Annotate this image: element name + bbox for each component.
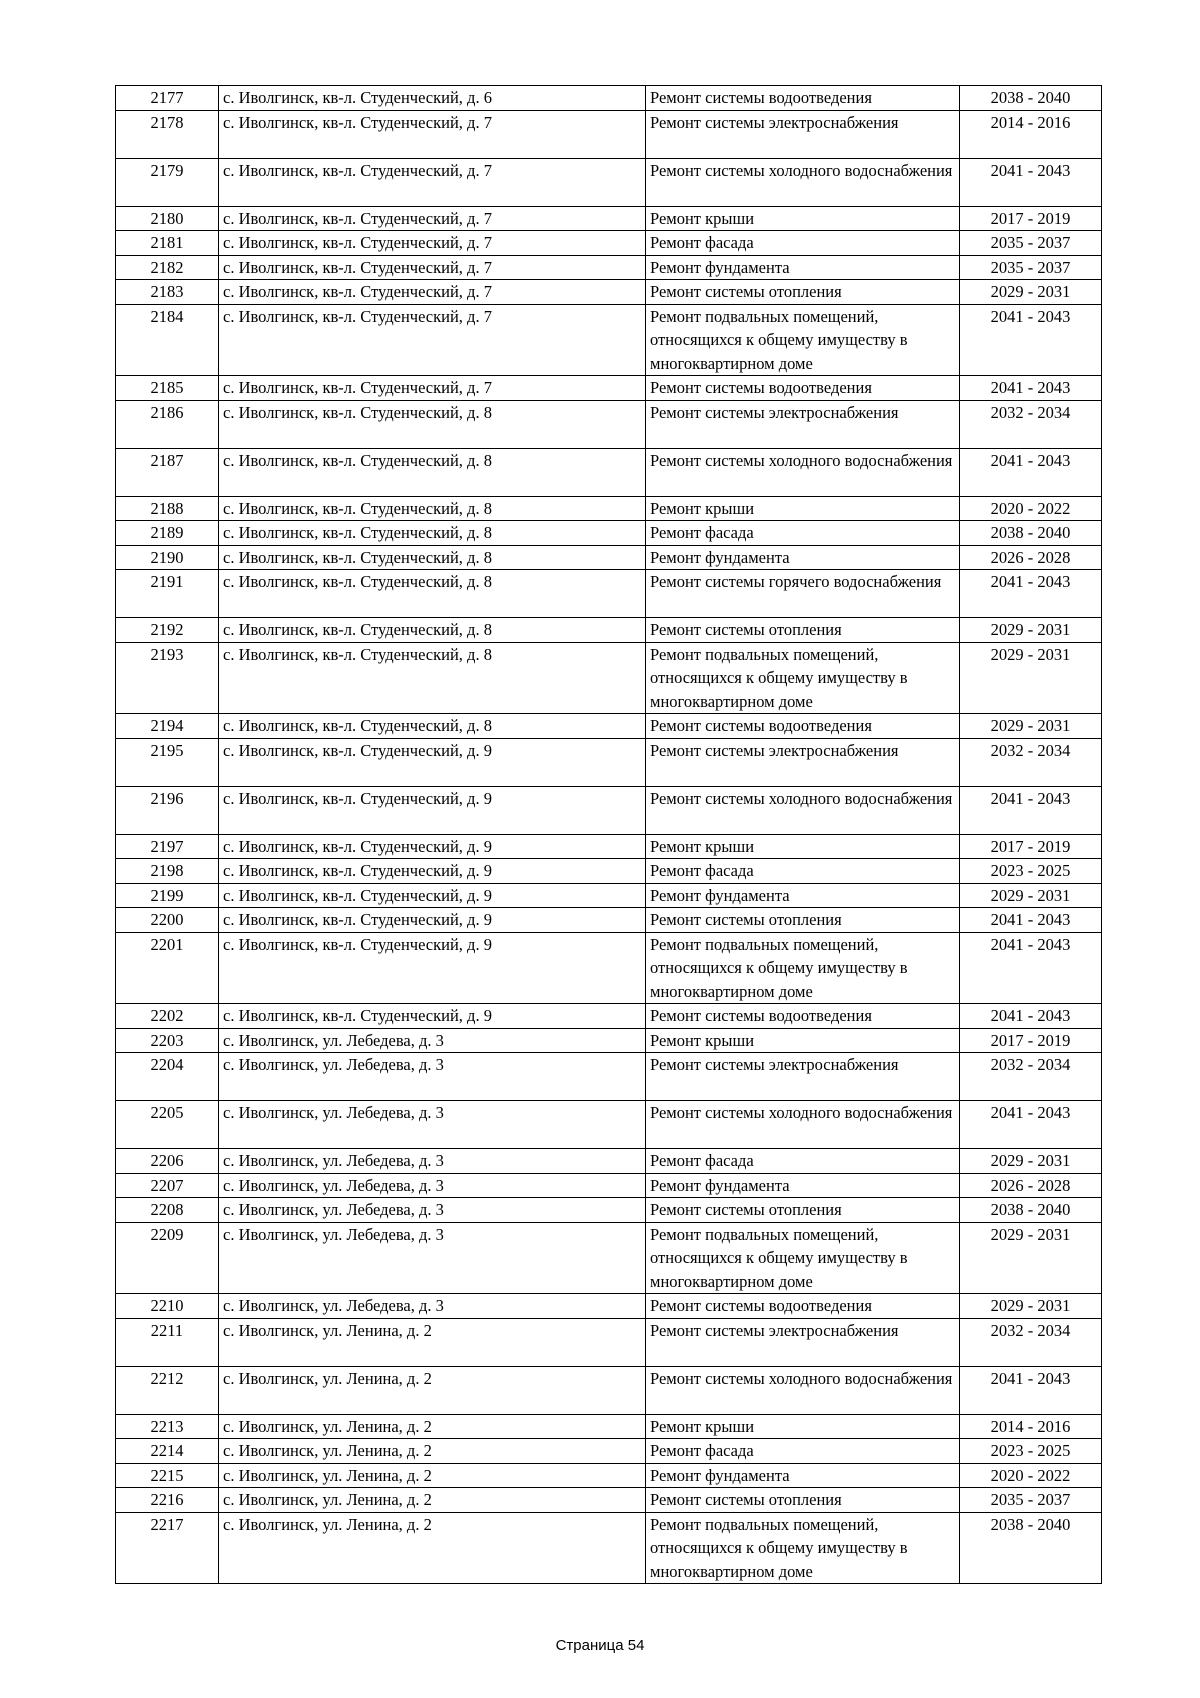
work-type-cell: Ремонт системы водоотведения bbox=[646, 714, 960, 739]
table-row bbox=[116, 834, 1102, 859]
work-type-cell: Ремонт системы отопления bbox=[646, 908, 960, 933]
table-row bbox=[116, 376, 1102, 401]
work-type-cell: Ремонт фундамента bbox=[646, 883, 960, 908]
table-row bbox=[116, 1366, 1102, 1414]
address-cell: с. Иволгинск, ул. Ленина, д. 2 bbox=[219, 1512, 646, 1584]
address-cell: с. Иволгинск, кв-л. Студенческий, д. 9 bbox=[219, 859, 646, 884]
address-cell: с. Иволгинск, кв-л. Студенческий, д. 7 bbox=[219, 280, 646, 305]
period-cell: 2029 - 2031 bbox=[960, 1149, 1102, 1174]
period-cell: 2017 - 2019 bbox=[960, 834, 1102, 859]
work-type-cell: Ремонт фундамента bbox=[646, 1173, 960, 1198]
address-cell: с. Иволгинск, кв-л. Студенческий, д. 9 bbox=[219, 834, 646, 859]
work-type-cell: Ремонт фасада bbox=[646, 1149, 960, 1174]
work-type-cell: Ремонт фасада bbox=[646, 231, 960, 256]
row-number-cell: 2199 bbox=[116, 883, 219, 908]
work-type-cell: Ремонт системы водоотведения bbox=[646, 1004, 960, 1029]
row-number-cell: 2187 bbox=[116, 448, 219, 496]
row-number-cell: 2202 bbox=[116, 1004, 219, 1029]
row-number-cell: 2185 bbox=[116, 376, 219, 401]
period-cell: 2032 - 2034 bbox=[960, 1053, 1102, 1101]
work-type-cell: Ремонт системы холодного водоснабжения bbox=[646, 158, 960, 206]
work-type-cell: Ремонт подвальных помещений, относящихся к общему имуществу в многоквартирном доме bbox=[646, 642, 960, 714]
work-type-cell: Ремонт системы электроснабжения bbox=[646, 1053, 960, 1101]
row-number-cell: 2214 bbox=[116, 1439, 219, 1464]
address-cell: с. Иволгинск, ул. Ленина, д. 2 bbox=[219, 1488, 646, 1513]
work-type-cell: Ремонт фасада bbox=[646, 859, 960, 884]
period-cell: 2041 - 2043 bbox=[960, 1101, 1102, 1149]
address-cell: с. Иволгинск, кв-л. Студенческий, д. 8 bbox=[219, 448, 646, 496]
row-number-cell: 2188 bbox=[116, 496, 219, 521]
period-cell: 2029 - 2031 bbox=[960, 714, 1102, 739]
address-cell: с. Иволгинск, кв-л. Студенческий, д. 8 bbox=[219, 496, 646, 521]
work-type-cell: Ремонт системы отопления bbox=[646, 1198, 960, 1223]
address-cell: с. Иволгинск, кв-л. Студенческий, д. 7 bbox=[219, 304, 646, 376]
page-number: Страница 54 bbox=[555, 1637, 645, 1654]
row-number-cell: 2180 bbox=[116, 206, 219, 231]
work-type-cell: Ремонт подвальных помещений, относящихся к общему имуществу в многоквартирном доме bbox=[646, 932, 960, 1004]
period-cell: 2032 - 2034 bbox=[960, 738, 1102, 786]
row-number-cell: 2197 bbox=[116, 834, 219, 859]
row-number-cell: 2178 bbox=[116, 110, 219, 158]
work-type-cell: Ремонт фундамента bbox=[646, 255, 960, 280]
table-row bbox=[116, 1149, 1102, 1174]
row-number-cell: 2183 bbox=[116, 280, 219, 305]
period-cell: 2035 - 2037 bbox=[960, 1488, 1102, 1513]
table-row bbox=[116, 1004, 1102, 1029]
row-number-cell: 2207 bbox=[116, 1173, 219, 1198]
work-type-cell: Ремонт системы электроснабжения bbox=[646, 400, 960, 448]
period-cell: 2041 - 2043 bbox=[960, 448, 1102, 496]
table-row bbox=[116, 1222, 1102, 1294]
row-number-cell: 2204 bbox=[116, 1053, 219, 1101]
work-type-cell: Ремонт системы водоотведения bbox=[646, 1294, 960, 1319]
period-cell: 2026 - 2028 bbox=[960, 1173, 1102, 1198]
table-row bbox=[116, 1512, 1102, 1584]
row-number-cell: 2179 bbox=[116, 158, 219, 206]
address-cell: с. Иволгинск, кв-л. Студенческий, д. 9 bbox=[219, 786, 646, 834]
period-cell: 2029 - 2031 bbox=[960, 1294, 1102, 1319]
table-row bbox=[116, 859, 1102, 884]
period-cell: 2029 - 2031 bbox=[960, 1222, 1102, 1294]
table-row bbox=[116, 570, 1102, 618]
table-row bbox=[116, 304, 1102, 376]
period-cell: 2020 - 2022 bbox=[960, 496, 1102, 521]
period-cell: 2038 - 2040 bbox=[960, 1512, 1102, 1584]
address-cell: с. Иволгинск, ул. Лебедева, д. 3 bbox=[219, 1149, 646, 1174]
table-row bbox=[116, 1488, 1102, 1513]
table-row bbox=[116, 206, 1102, 231]
address-cell: с. Иволгинск, кв-л. Студенческий, д. 7 bbox=[219, 158, 646, 206]
address-cell: с. Иволгинск, кв-л. Студенческий, д. 7 bbox=[219, 231, 646, 256]
work-type-cell: Ремонт крыши bbox=[646, 1028, 960, 1053]
address-cell: с. Иволгинск, ул. Лебедева, д. 3 bbox=[219, 1294, 646, 1319]
table-row bbox=[116, 255, 1102, 280]
table-row bbox=[116, 496, 1102, 521]
table-row bbox=[116, 158, 1102, 206]
table-row bbox=[116, 545, 1102, 570]
table-row bbox=[116, 86, 1102, 111]
address-cell: с. Иволгинск, ул. Лебедева, д. 3 bbox=[219, 1028, 646, 1053]
row-number-cell: 2211 bbox=[116, 1318, 219, 1366]
work-type-cell: Ремонт системы горячего водоснабжения bbox=[646, 570, 960, 618]
table-row bbox=[116, 908, 1102, 933]
work-type-cell: Ремонт системы электроснабжения bbox=[646, 110, 960, 158]
work-type-cell: Ремонт системы отопления bbox=[646, 618, 960, 643]
work-type-cell: Ремонт фундамента bbox=[646, 545, 960, 570]
table-row bbox=[116, 786, 1102, 834]
table-row bbox=[116, 1173, 1102, 1198]
table-row bbox=[116, 642, 1102, 714]
period-cell: 2032 - 2034 bbox=[960, 1318, 1102, 1366]
row-number-cell: 2215 bbox=[116, 1463, 219, 1488]
table-row bbox=[116, 1053, 1102, 1101]
row-number-cell: 2200 bbox=[116, 908, 219, 933]
row-number-cell: 2184 bbox=[116, 304, 219, 376]
address-cell: с. Иволгинск, кв-л. Студенческий, д. 7 bbox=[219, 376, 646, 401]
work-type-cell: Ремонт крыши bbox=[646, 496, 960, 521]
period-cell: 2038 - 2040 bbox=[960, 1198, 1102, 1223]
table-row bbox=[116, 618, 1102, 643]
work-type-cell: Ремонт системы холодного водоснабжения bbox=[646, 786, 960, 834]
address-cell: с. Иволгинск, ул. Лебедева, д. 3 bbox=[219, 1198, 646, 1223]
table-row bbox=[116, 1294, 1102, 1319]
period-cell: 2029 - 2031 bbox=[960, 280, 1102, 305]
work-type-cell: Ремонт системы водоотведения bbox=[646, 86, 960, 111]
table-row bbox=[116, 1439, 1102, 1464]
address-cell: с. Иволгинск, кв-л. Студенческий, д. 8 bbox=[219, 570, 646, 618]
address-cell: с. Иволгинск, кв-л. Студенческий, д. 8 bbox=[219, 521, 646, 546]
repair-schedule-table bbox=[115, 85, 1102, 1584]
period-cell: 2029 - 2031 bbox=[960, 618, 1102, 643]
table-body bbox=[116, 86, 1102, 1584]
table-row bbox=[116, 521, 1102, 546]
row-number-cell: 2205 bbox=[116, 1101, 219, 1149]
work-type-cell: Ремонт подвальных помещений, относящихся к общему имуществу в многоквартирном доме bbox=[646, 1222, 960, 1294]
address-cell: с. Иволгинск, ул. Лебедева, д. 3 bbox=[219, 1101, 646, 1149]
period-cell: 2017 - 2019 bbox=[960, 206, 1102, 231]
period-cell: 2038 - 2040 bbox=[960, 521, 1102, 546]
work-type-cell: Ремонт крыши bbox=[646, 1414, 960, 1439]
row-number-cell: 2210 bbox=[116, 1294, 219, 1319]
row-number-cell: 2198 bbox=[116, 859, 219, 884]
period-cell: 2041 - 2043 bbox=[960, 932, 1102, 1004]
work-type-cell: Ремонт системы электроснабжения bbox=[646, 738, 960, 786]
row-number-cell: 2203 bbox=[116, 1028, 219, 1053]
address-cell: с. Иволгинск, кв-л. Студенческий, д. 9 bbox=[219, 932, 646, 1004]
period-cell: 2029 - 2031 bbox=[960, 883, 1102, 908]
address-cell: с. Иволгинск, кв-л. Студенческий, д. 8 bbox=[219, 545, 646, 570]
row-number-cell: 2201 bbox=[116, 932, 219, 1004]
table-row bbox=[116, 1028, 1102, 1053]
address-cell: с. Иволгинск, кв-л. Студенческий, д. 8 bbox=[219, 618, 646, 643]
address-cell: с. Иволгинск, кв-л. Студенческий, д. 6 bbox=[219, 86, 646, 111]
row-number-cell: 2189 bbox=[116, 521, 219, 546]
address-cell: с. Иволгинск, ул. Лебедева, д. 3 bbox=[219, 1053, 646, 1101]
work-type-cell: Ремонт подвальных помещений, относящихся к общему имуществу в многоквартирном доме bbox=[646, 304, 960, 376]
row-number-cell: 2212 bbox=[116, 1366, 219, 1414]
table-row bbox=[116, 714, 1102, 739]
period-cell: 2041 - 2043 bbox=[960, 1366, 1102, 1414]
row-number-cell: 2190 bbox=[116, 545, 219, 570]
row-number-cell: 2194 bbox=[116, 714, 219, 739]
row-number-cell: 2208 bbox=[116, 1198, 219, 1223]
table-row bbox=[116, 448, 1102, 496]
table-row bbox=[116, 1414, 1102, 1439]
period-cell: 2035 - 2037 bbox=[960, 255, 1102, 280]
address-cell: с. Иволгинск, кв-л. Студенческий, д. 7 bbox=[219, 255, 646, 280]
row-number-cell: 2192 bbox=[116, 618, 219, 643]
address-cell: с. Иволгинск, кв-л. Студенческий, д. 8 bbox=[219, 714, 646, 739]
period-cell: 2020 - 2022 bbox=[960, 1463, 1102, 1488]
row-number-cell: 2206 bbox=[116, 1149, 219, 1174]
table-row bbox=[116, 1198, 1102, 1223]
work-type-cell: Ремонт системы электроснабжения bbox=[646, 1318, 960, 1366]
period-cell: 2041 - 2043 bbox=[960, 570, 1102, 618]
table-row bbox=[116, 1318, 1102, 1366]
period-cell: 2041 - 2043 bbox=[960, 158, 1102, 206]
address-cell: с. Иволгинск, ул. Ленина, д. 2 bbox=[219, 1318, 646, 1366]
address-cell: с. Иволгинск, кв-л. Студенческий, д. 7 bbox=[219, 110, 646, 158]
period-cell: 2041 - 2043 bbox=[960, 304, 1102, 376]
row-number-cell: 2177 bbox=[116, 86, 219, 111]
row-number-cell: 2217 bbox=[116, 1512, 219, 1584]
address-cell: с. Иволгинск, кв-л. Студенческий, д. 8 bbox=[219, 400, 646, 448]
period-cell: 2041 - 2043 bbox=[960, 1004, 1102, 1029]
work-type-cell: Ремонт системы холодного водоснабжения bbox=[646, 1366, 960, 1414]
table-row bbox=[116, 400, 1102, 448]
period-cell: 2014 - 2016 bbox=[960, 1414, 1102, 1439]
table-row bbox=[116, 280, 1102, 305]
work-type-cell: Ремонт системы холодного водоснабжения bbox=[646, 1101, 960, 1149]
row-number-cell: 2191 bbox=[116, 570, 219, 618]
work-type-cell: Ремонт крыши bbox=[646, 834, 960, 859]
table-row bbox=[116, 110, 1102, 158]
row-number-cell: 2186 bbox=[116, 400, 219, 448]
address-cell: с. Иволгинск, ул. Ленина, д. 2 bbox=[219, 1414, 646, 1439]
address-cell: с. Иволгинск, ул. Лебедева, д. 3 bbox=[219, 1222, 646, 1294]
work-type-cell: Ремонт системы отопления bbox=[646, 280, 960, 305]
period-cell: 2014 - 2016 bbox=[960, 110, 1102, 158]
table-row bbox=[116, 883, 1102, 908]
period-cell: 2035 - 2037 bbox=[960, 231, 1102, 256]
row-number-cell: 2209 bbox=[116, 1222, 219, 1294]
address-cell: с. Иволгинск, кв-л. Студенческий, д. 9 bbox=[219, 738, 646, 786]
address-cell: с. Иволгинск, ул. Лебедева, д. 3 bbox=[219, 1173, 646, 1198]
period-cell: 2041 - 2043 bbox=[960, 786, 1102, 834]
work-type-cell: Ремонт системы отопления bbox=[646, 1488, 960, 1513]
row-number-cell: 2195 bbox=[116, 738, 219, 786]
address-cell: с. Иволгинск, кв-л. Студенческий, д. 9 bbox=[219, 908, 646, 933]
period-cell: 2023 - 2025 bbox=[960, 859, 1102, 884]
address-cell: с. Иволгинск, ул. Ленина, д. 2 bbox=[219, 1439, 646, 1464]
period-cell: 2029 - 2031 bbox=[960, 642, 1102, 714]
address-cell: с. Иволгинск, кв-л. Студенческий, д. 9 bbox=[219, 883, 646, 908]
address-cell: с. Иволгинск, кв-л. Студенческий, д. 7 bbox=[219, 206, 646, 231]
period-cell: 2041 - 2043 bbox=[960, 376, 1102, 401]
period-cell: 2038 - 2040 bbox=[960, 86, 1102, 111]
work-type-cell: Ремонт системы холодного водоснабжения bbox=[646, 448, 960, 496]
row-number-cell: 2196 bbox=[116, 786, 219, 834]
work-type-cell: Ремонт подвальных помещений, относящихся к общему имуществу в многоквартирном доме bbox=[646, 1512, 960, 1584]
period-cell: 2041 - 2043 bbox=[960, 908, 1102, 933]
row-number-cell: 2181 bbox=[116, 231, 219, 256]
work-type-cell: Ремонт крыши bbox=[646, 206, 960, 231]
period-cell: 2017 - 2019 bbox=[960, 1028, 1102, 1053]
address-cell: с. Иволгинск, кв-л. Студенческий, д. 8 bbox=[219, 642, 646, 714]
row-number-cell: 2216 bbox=[116, 1488, 219, 1513]
table-row bbox=[116, 932, 1102, 1004]
row-number-cell: 2213 bbox=[116, 1414, 219, 1439]
row-number-cell: 2182 bbox=[116, 255, 219, 280]
work-type-cell: Ремонт системы водоотведения bbox=[646, 376, 960, 401]
work-type-cell: Ремонт фундамента bbox=[646, 1463, 960, 1488]
address-cell: с. Иволгинск, ул. Ленина, д. 2 bbox=[219, 1463, 646, 1488]
table-row bbox=[116, 1101, 1102, 1149]
address-cell: с. Иволгинск, кв-л. Студенческий, д. 9 bbox=[219, 1004, 646, 1029]
row-number-cell: 2193 bbox=[116, 642, 219, 714]
work-type-cell: Ремонт фасада bbox=[646, 521, 960, 546]
work-type-cell: Ремонт фасада bbox=[646, 1439, 960, 1464]
table-row bbox=[116, 738, 1102, 786]
table-row bbox=[116, 1463, 1102, 1488]
address-cell: с. Иволгинск, ул. Ленина, д. 2 bbox=[219, 1366, 646, 1414]
table-row bbox=[116, 231, 1102, 256]
period-cell: 2032 - 2034 bbox=[960, 400, 1102, 448]
period-cell: 2026 - 2028 bbox=[960, 545, 1102, 570]
period-cell: 2023 - 2025 bbox=[960, 1439, 1102, 1464]
